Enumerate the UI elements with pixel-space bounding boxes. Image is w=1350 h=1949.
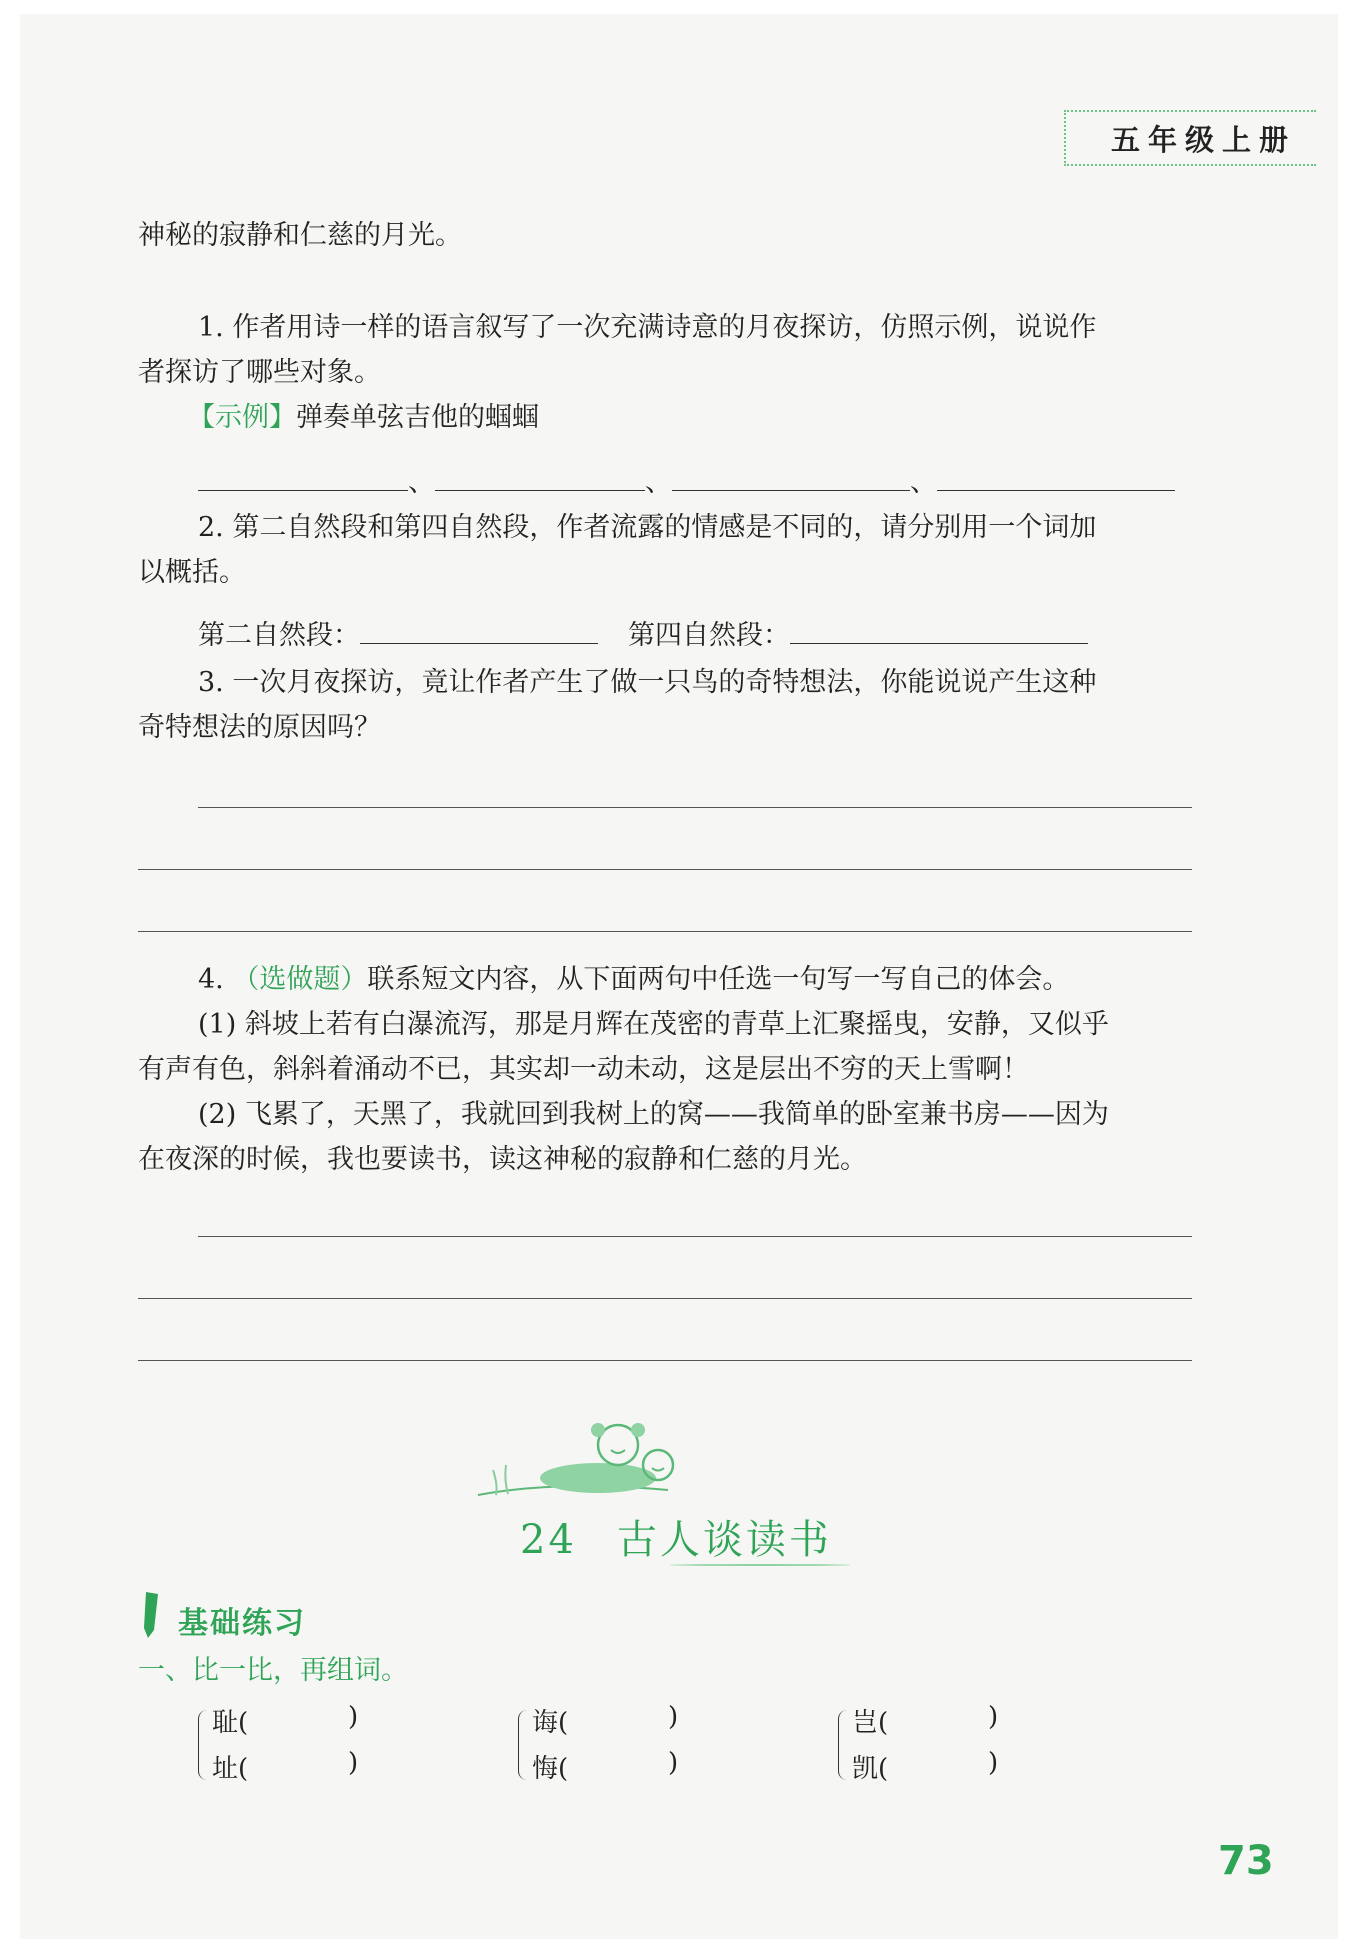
section-title: 基础练习 <box>178 1606 306 1641</box>
pair2-bottom-close: ) <box>668 1748 679 1778</box>
q4-answer-line-2[interactable] <box>138 1298 1192 1299</box>
q2-label-a: 第二自然段： <box>198 620 360 651</box>
char-pair-1 <box>198 1702 398 1792</box>
grade-label-box <box>1064 110 1316 166</box>
q3-line2: 奇特想法的原因吗？ <box>138 712 381 743</box>
pair1-top-close: ) <box>348 1702 359 1732</box>
q4-sentence1-line1: (1) 斜坡上若有白瀑流泻，那是月辉在茂密的青草上汇聚摇曳，安静，又似乎 <box>198 1009 1109 1040</box>
q1-blank-1[interactable] <box>198 466 408 491</box>
q2-line1: 2. 第二自然段和第四自然段，作者流露的情感是不同的，请分别用一个词加 <box>198 512 1097 543</box>
pencil-icon <box>138 1590 164 1640</box>
q2-blank-a[interactable] <box>360 619 598 644</box>
brace <box>518 1710 527 1780</box>
lesson-number: 24 <box>520 1517 577 1563</box>
title-underline <box>670 1564 850 1566</box>
pair3-top-close: ) <box>988 1702 999 1732</box>
brace <box>838 1710 847 1780</box>
q1-example <box>188 400 539 436</box>
pair3-bottom-close: ) <box>988 1748 999 1778</box>
pair3-bottom: 凯( <box>852 1754 889 1784</box>
q4-tag: （选做题） <box>232 964 368 995</box>
q2-label-b: 第四自然段： <box>628 620 790 651</box>
pair1-top: 耻( <box>212 1708 249 1738</box>
char-pair-3 <box>838 1702 1038 1792</box>
brace <box>198 1710 207 1780</box>
separator: 、 <box>910 467 937 498</box>
children-illustration <box>468 1410 718 1505</box>
char-pair-2 <box>518 1702 718 1792</box>
pair2-bottom: 悔( <box>532 1754 569 1784</box>
lesson-name: 古人谈读书 <box>616 1517 832 1563</box>
q3-answer-line-3[interactable] <box>138 931 1192 932</box>
q1-line1: 1. 作者用诗一样的语言叙写了一次充满诗意的月夜探访，仿照示例，说说作 <box>198 312 1097 343</box>
pair1-bottom-close: ) <box>348 1748 359 1778</box>
pair3-top: 岂( <box>852 1708 889 1738</box>
q3-answer-line-1[interactable] <box>198 807 1192 808</box>
q4-line1 <box>198 962 1069 998</box>
q1-blank-4[interactable] <box>937 466 1175 491</box>
example-tag: 【示例】 <box>188 402 296 433</box>
passage-tail: 神秘的寂静和仁慈的月光。 <box>138 220 462 251</box>
q1-answer-row <box>198 465 1175 501</box>
q4-sentence2-line1: (2) 飞累了，天黑了，我就回到我树上的窝——我简单的卧室兼书房——因为 <box>198 1099 1109 1130</box>
q1-blank-2[interactable] <box>435 466 645 491</box>
q1-blank-3[interactable] <box>672 466 910 491</box>
lesson-title <box>520 1508 832 1565</box>
separator: 、 <box>408 467 435 498</box>
q4-sentence1-line2: 有声有色，斜斜着涌动不已，其实却一动未动，这是层出不穷的天上雪啊！ <box>138 1054 1029 1085</box>
q3-answer-line-2[interactable] <box>138 869 1192 870</box>
example-text: 弹奏单弦吉他的蝈蝈 <box>296 402 539 433</box>
q3-line1: 3. 一次月夜探访，竟让作者产生了做一只鸟的奇特想法，你能说说产生这种 <box>198 667 1097 698</box>
q4-answer-line-1[interactable] <box>198 1236 1192 1237</box>
exercise1-heading: 一、比一比，再组词。 <box>138 1655 408 1686</box>
separator: 、 <box>645 467 672 498</box>
pair1-bottom: 址( <box>212 1754 249 1784</box>
q4-answer-line-3[interactable] <box>138 1360 1192 1361</box>
pair2-top: 诲( <box>532 1708 569 1738</box>
page-number: 73 <box>1218 1838 1274 1884</box>
q4-instruction: 联系短文内容，从下面两句中任选一句写一写自己的体会。 <box>367 964 1070 995</box>
q1-line2: 者探访了哪些对象。 <box>138 357 381 388</box>
grade-label: 五年级上册 <box>1110 123 1296 157</box>
q2-line2: 以概括。 <box>138 557 246 588</box>
q4-number: 4. <box>198 964 233 995</box>
q2-answer-row <box>198 618 1088 654</box>
pair2-top-close: ) <box>668 1702 679 1732</box>
q4-sentence2-line2: 在夜深的时候，我也要读书，读这神秘的寂静和仁慈的月光。 <box>138 1144 867 1175</box>
q2-blank-b[interactable] <box>790 619 1088 644</box>
